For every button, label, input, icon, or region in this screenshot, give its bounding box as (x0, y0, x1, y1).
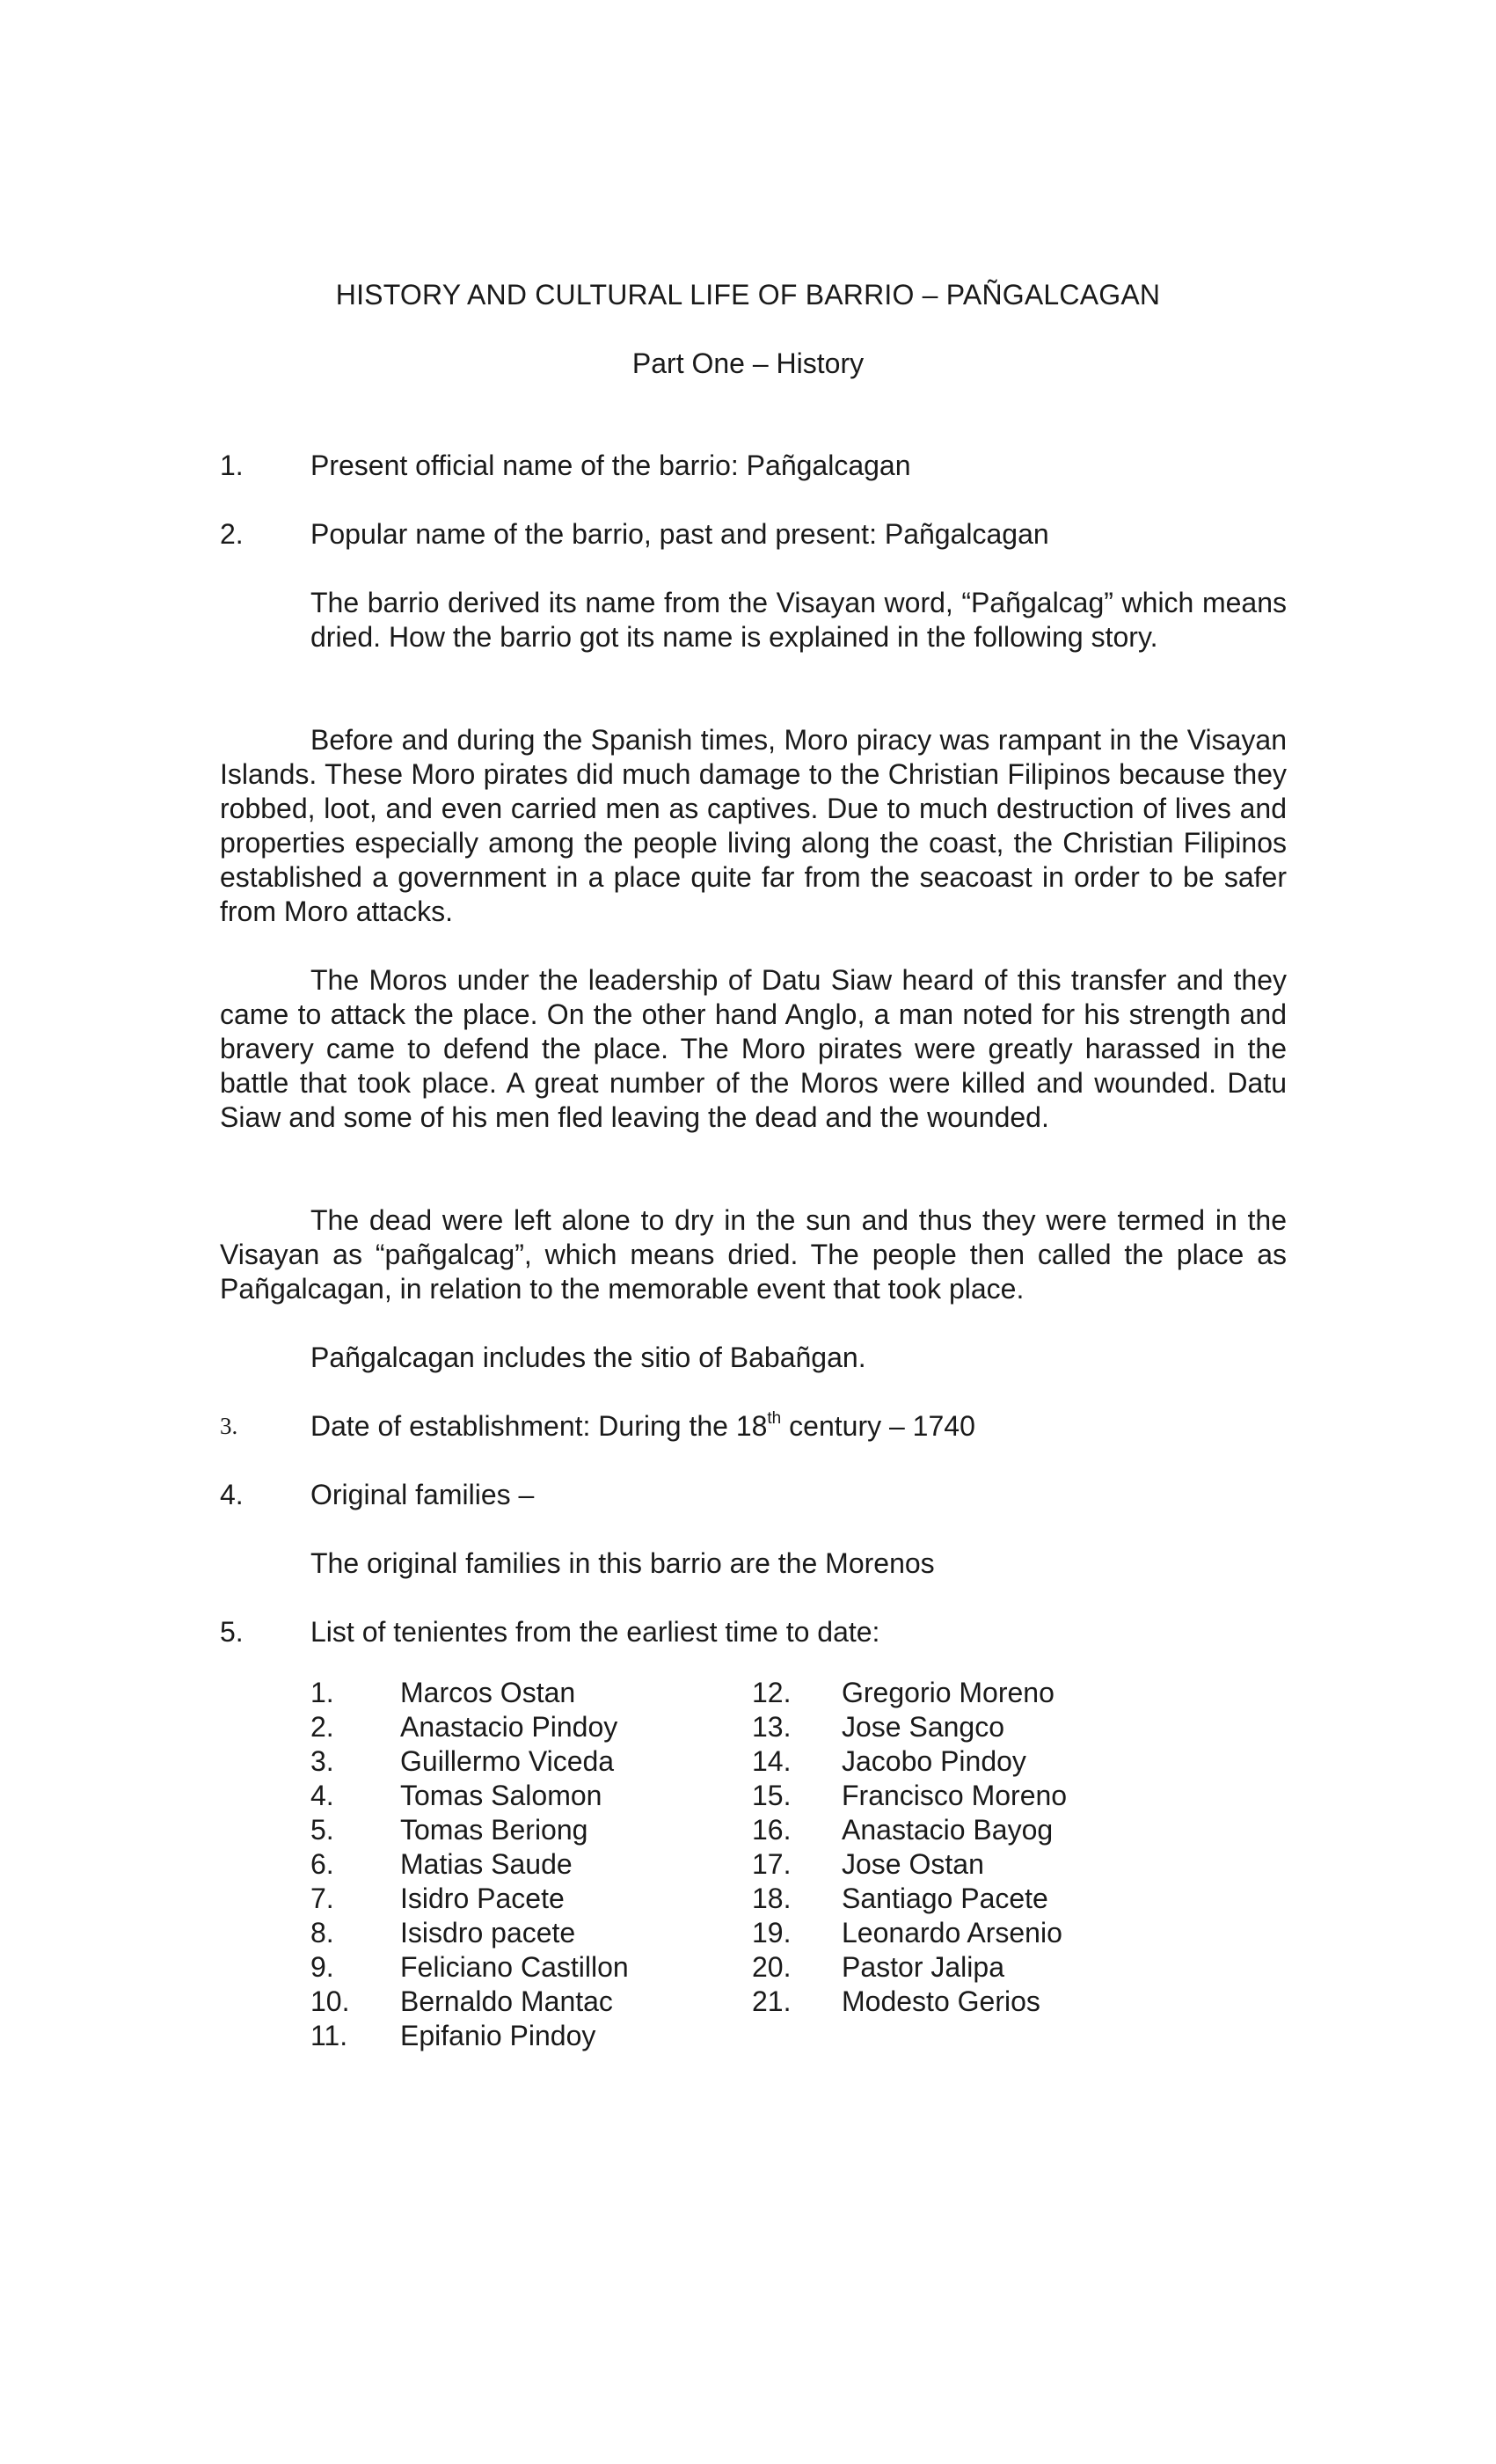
item-5-text: List of tenientes from the earliest time to date: (310, 1616, 880, 1648)
item-3-superscript: th (767, 1409, 782, 1429)
list-item-number: 6. (310, 1848, 334, 1880)
tenientes-list-right (752, 1676, 1121, 2019)
item-5-number: 5. (220, 1616, 244, 1648)
list-item-name: Pastor Jalipa (842, 1951, 1004, 1983)
item-3-text-before: Date of establishment: During the 18 (310, 1410, 768, 1442)
paragraph-moro-piracy: Before and during the Spanish times, Moro piracy was rampant in the Visayan Islands. These Moro pirates did much damage to the Christian Filipinos because they robbed, loot, and even carried men as captives. Due to much destruction of lives and properties especially among the people living along the coast, the Christian Filipinos established a government in a place quite far from the seacoast in order to be safer from Moro attacks. (220, 724, 1287, 927)
list-item (752, 1779, 1121, 1813)
list-item-name: Bernaldo Mantac (400, 1985, 613, 2017)
list-item-number: 20. (752, 1951, 792, 1983)
list-item-name: Anastacio Bayog (842, 1814, 1054, 1846)
list-item-number: 14. (752, 1745, 792, 1777)
list-item-name: Anastacio Pindoy (400, 1711, 618, 1743)
list-item (310, 1813, 680, 1847)
list-item (310, 1950, 680, 1985)
list-item (752, 1744, 1121, 1779)
list-item-name: Feliciano Castillon (400, 1951, 629, 1983)
list-item-number: 15. (752, 1780, 792, 1811)
page-subtitle: Part One – History (631, 347, 865, 379)
list-item-number: 8. (310, 1917, 334, 1949)
list-item-number: 5. (310, 1814, 334, 1846)
item-3-number: 3. (220, 1413, 238, 1439)
list-item (310, 1744, 680, 1779)
list-item-number: 2. (310, 1711, 334, 1743)
list-item-name: Isidro Pacete (400, 1883, 565, 1914)
list-item-name: Epifanio Pindoy (400, 2020, 596, 2051)
list-item-number: 16. (752, 1814, 792, 1846)
list-item-number: 18. (752, 1883, 792, 1914)
list-item-name: Guillermo Viceda (400, 1745, 615, 1777)
list-item (310, 1779, 680, 1813)
list-item-number: 21. (752, 1985, 792, 2017)
list-item (752, 1916, 1121, 1950)
list-item-name: Jose Sangco (842, 1711, 1005, 1743)
list-item-number: 19. (752, 1917, 792, 1949)
list-item (752, 1847, 1121, 1882)
paragraph-name-origin: The barrio derived its name from the Visayan word, “Pañgalcag” which means dried. How the barrio got its name is explained in the following story. (310, 587, 1287, 653)
list-item-number: 3. (310, 1745, 334, 1777)
list-item (310, 1710, 680, 1744)
list-item-number: 9. (310, 1951, 334, 1983)
list-item (310, 1882, 680, 1916)
item-4-text: Original families – (310, 1479, 535, 1510)
list-item-name: Matias Saude (400, 1848, 573, 1880)
list-item (752, 1813, 1121, 1847)
list-item-number: 4. (310, 1780, 334, 1811)
list-item (310, 1985, 680, 2019)
list-item-name: Modesto Gerios (842, 1985, 1040, 2017)
list-item-name: Francisco Moreno (842, 1780, 1068, 1811)
list-item-name: Santiago Pacete (842, 1883, 1048, 1914)
page-title: HISTORY AND CULTURAL LIFE OF BARRIO – PAÑGALCAGAN (335, 279, 1161, 311)
item-1-number: 1. (220, 450, 244, 481)
list-item-name: Tomas Salomon (400, 1780, 602, 1811)
list-item (310, 1916, 680, 1950)
list-item-name: Marcos Ostan (400, 1677, 576, 1708)
list-item-name: Gregorio Moreno (842, 1677, 1054, 1708)
paragraph-dead-dried: The dead were left alone to dry in the sun and thus they were termed in the Visayan as “pañgalcag”, which means dried. The people then called the place as Pañgalcagan, in relation to the memorable event that took place. (220, 1204, 1287, 1305)
list-item-number: 13. (752, 1711, 792, 1743)
list-item (752, 1676, 1121, 1710)
list-item-number: 10. (310, 1985, 350, 2017)
item-3-text (310, 1409, 1287, 1444)
list-item-name: Tomas Beriong (400, 1814, 588, 1846)
list-item (752, 1710, 1121, 1744)
list-item-name: Isisdro pacete (400, 1917, 576, 1949)
item-4-number: 4. (220, 1479, 244, 1510)
list-item (752, 1985, 1121, 2019)
item-1-text: Present official name of the barrio: Pañgalcagan (310, 450, 911, 481)
list-item-number: 12. (752, 1677, 792, 1708)
list-item (310, 2019, 680, 2053)
paragraph-datu-siaw: The Moros under the leadership of Datu Siaw heard of this transfer and they came to attack the place. On the other hand Anglo, a man noted for his strength and bravery came to defend the place. The Moro pirates were greatly harassed in the battle that took place. A great number of the Moros were killed and wounded. Datu Siaw and some of his men fled leaving the dead and the wounded. (220, 964, 1287, 1133)
list-item (310, 1847, 680, 1882)
item-2-text: Popular name of the barrio, past and present: Pañgalcagan (310, 518, 1049, 550)
tenientes-list-left (310, 1676, 680, 2053)
list-item-name: Jose Ostan (842, 1848, 984, 1880)
list-item-number: 7. (310, 1883, 334, 1914)
list-item (752, 1950, 1121, 1985)
paragraph-original-families: The original families in this barrio are the Morenos (310, 1547, 935, 1579)
list-item-name: Leonardo Arsenio (842, 1917, 1062, 1949)
list-item-number: 1. (310, 1677, 334, 1708)
list-item-name: Jacobo Pindoy (842, 1745, 1026, 1777)
item-2-number: 2. (220, 518, 244, 550)
list-item (310, 1676, 680, 1710)
paragraph-sitio: Pañgalcagan includes the sitio of Babañgan. (310, 1342, 866, 1373)
item-3-text-after: century – 1740 (781, 1410, 975, 1442)
list-item-number: 11. (310, 2020, 348, 2051)
list-item (752, 1882, 1121, 1916)
list-item-number: 17. (752, 1848, 792, 1880)
